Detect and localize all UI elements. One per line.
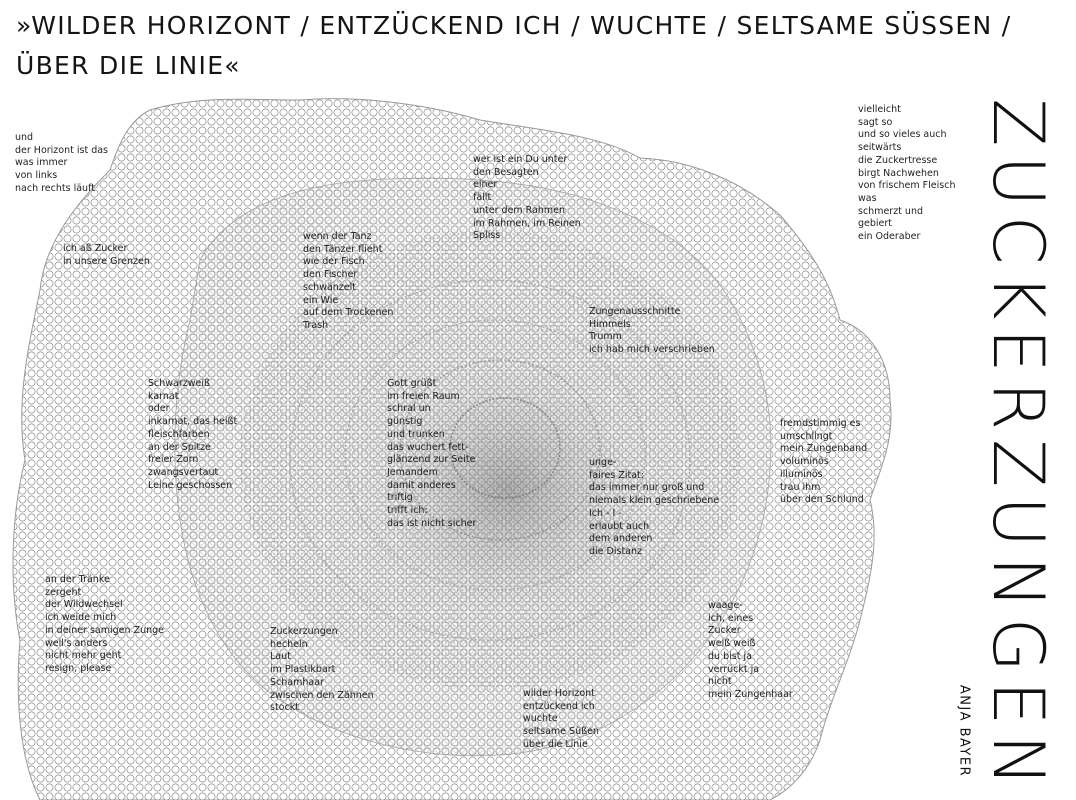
poem-line: mein Zungenhaar xyxy=(708,688,793,700)
poem-line: verrückt ja xyxy=(708,663,760,675)
poem-line: wuchte xyxy=(523,713,558,725)
poem-line: über die Linie xyxy=(523,738,588,750)
poem-du xyxy=(473,154,581,243)
poem-line: ich, eines xyxy=(708,612,754,624)
poem-line: der Wildwechsel xyxy=(45,599,123,611)
book-title xyxy=(968,98,1068,796)
author-name xyxy=(954,672,974,790)
poster-headline: »WILDER HORIZONT / ENTZÜCKEND ICH / WUCHTE / SELTSAME SÜSSEN / ÜBER DIE LINIE« xyxy=(16,11,1012,80)
poem-line: mein Zungenband xyxy=(780,443,868,455)
poem-line: trau ihm xyxy=(780,481,821,493)
poem-schwarzweiss xyxy=(148,378,237,492)
poem-line: damit anderes xyxy=(387,479,456,491)
poem-line: voluminös xyxy=(780,456,829,468)
poem-line: inkarnat, das heißt xyxy=(148,416,238,428)
poem-zitat xyxy=(589,457,719,559)
poem-line: günstig xyxy=(387,416,423,428)
author-name-text: ANJA BAYER xyxy=(956,684,972,778)
poem-zucker xyxy=(63,243,150,268)
poem-line: faires Zitat: xyxy=(589,469,644,481)
poem-line: wilder Horizont xyxy=(523,688,595,699)
poem-line: und trunken xyxy=(387,428,445,440)
poem-line: freier Zorn xyxy=(148,454,199,466)
poem-waage xyxy=(708,600,793,702)
poem-gott xyxy=(387,378,476,530)
poem-line: zergeht xyxy=(45,586,82,598)
poem-line: nicht mehr geht xyxy=(45,650,122,662)
poem-line: ich weide mich xyxy=(45,612,117,624)
book-title-text: ZUCKERZUNGEN xyxy=(977,98,1059,796)
poem-line: hecheln xyxy=(270,638,308,650)
poem-line: einer xyxy=(473,179,498,191)
poem-traenke xyxy=(45,574,164,676)
poem-line: Spliss xyxy=(473,230,501,242)
poem-line: nach rechts läuft xyxy=(15,182,95,194)
poem-line: Jemandem xyxy=(387,466,438,478)
poem-line: Himmels xyxy=(589,318,631,330)
poem-line: fällt xyxy=(473,192,492,204)
poem-line: entzückend ich xyxy=(523,700,595,712)
poem-line: das immer nur groß und xyxy=(589,482,705,494)
poem-line: Gott grüßt xyxy=(387,378,437,389)
poem-line: dem anderen xyxy=(589,533,653,545)
poem-line: zwangsvertaut xyxy=(148,466,219,478)
poem-line: Trumm xyxy=(589,331,622,343)
poem-line: oder xyxy=(148,403,170,415)
poem-line: unter dem Rahmen xyxy=(473,204,566,216)
poem-line: erlaubt auch xyxy=(589,520,650,532)
poem-line: und so vieles auch xyxy=(858,129,947,141)
poem-line: der Horizont ist das xyxy=(15,144,109,156)
poem-line: Zucker xyxy=(708,625,741,637)
poem-line: Schamhaar xyxy=(270,676,324,688)
poem-line: Trash xyxy=(303,319,329,331)
poem-line: in deiner samigen Zunge xyxy=(45,624,164,636)
poem-line: waage- xyxy=(708,600,743,611)
poem-line: an der Spitze xyxy=(148,441,211,453)
poem-line: im Plastikbart xyxy=(270,664,336,676)
poem-line: trifft ich: xyxy=(387,505,428,517)
poem-line: Leine geschossen xyxy=(148,479,233,491)
poem-line: Schwarzweiß xyxy=(148,378,210,389)
poem-line: von frischem Fleisch xyxy=(858,180,956,192)
poem-line: Ich - I - xyxy=(589,507,622,519)
poem-line: was xyxy=(858,192,877,204)
poem-line: im Rahmen, im Reinen xyxy=(473,217,581,229)
poem-line: ich aß Zucker xyxy=(63,243,128,254)
poem-line: schral un xyxy=(387,403,431,415)
poem-line: im freien Raum xyxy=(387,390,460,402)
poem-line: gebiert xyxy=(858,218,893,230)
poem-line: schwänzelt xyxy=(303,281,357,293)
poem-line: ein Wie xyxy=(303,294,339,306)
poem-line: Zungenausschnitte xyxy=(589,306,681,317)
poem-line: glänzend zur Seite xyxy=(387,454,476,466)
poem-line: stockt xyxy=(270,702,299,714)
poem-line: karnat xyxy=(148,390,179,402)
poem-line: das ist nicht sicher xyxy=(387,517,477,529)
poem-line: wie der Fisch xyxy=(303,256,365,268)
poem-line: sagt so xyxy=(858,116,893,128)
poem-line: schmerzt und xyxy=(858,205,924,217)
poem-line: fleischfarben xyxy=(148,428,210,440)
poem-line: niemals klein geschriebene xyxy=(589,495,720,507)
poem-line: über den Schlund xyxy=(780,494,864,506)
poem-line: triftig xyxy=(387,492,413,504)
poem-line: den Besagten xyxy=(473,166,539,178)
poem-line: die Distanz xyxy=(589,545,642,557)
poem-line: weiß weiß xyxy=(708,638,756,650)
poem-line: du bist ja xyxy=(708,650,752,662)
poem-line: ein Oderaber xyxy=(858,231,921,243)
poem-line: resign, please xyxy=(45,662,112,674)
poem-line: was immer xyxy=(15,157,68,169)
poem-line: von links xyxy=(15,170,58,182)
poem-line: den Tänzer flieht xyxy=(303,243,383,255)
poem-line: und xyxy=(15,132,34,143)
poem-line: nicht xyxy=(708,676,732,688)
poem-line: birgt Nachwehen xyxy=(858,167,939,179)
poem-line: ich hab mich verschrieben xyxy=(589,344,715,356)
poem-line: umschlingt xyxy=(780,430,833,442)
poem-line: unge- xyxy=(589,457,617,468)
poem-wilder xyxy=(523,688,599,752)
poem-line: das wuchert fett- xyxy=(387,441,469,453)
poem-line: den Fischer xyxy=(303,269,358,281)
poem-line: fremdstimmig es xyxy=(780,418,861,429)
poem-line: vielleicht xyxy=(858,104,901,115)
poem-line: seitwärts xyxy=(858,142,902,154)
poem-line: Laut xyxy=(270,651,291,663)
poem-fremdstimmig xyxy=(780,418,867,507)
poem-line: weil's anders xyxy=(45,637,108,649)
poem-line: die Zuckertresse xyxy=(858,154,938,166)
poem-line: wer ist ein Du unter xyxy=(473,154,568,165)
poem-zungenausschnitte xyxy=(589,306,715,357)
poem-horizont xyxy=(15,132,108,196)
poem-line: seltsame Süßen xyxy=(523,726,599,738)
poem-line: in unsere Grenzen xyxy=(63,255,150,267)
poem-line: auf dem Trockenen xyxy=(303,307,394,319)
poem-line: an der Tränke xyxy=(45,574,110,585)
poem-tanz xyxy=(303,231,393,333)
poem-line: illuminös xyxy=(780,468,823,480)
poem-zuckerzungen xyxy=(270,626,374,715)
poem-vielleicht xyxy=(858,104,955,244)
poem-line: wenn der Tanz xyxy=(303,231,372,242)
poem-line: Zuckerzungen xyxy=(270,626,338,637)
poem-line: zwischen den Zähnen xyxy=(270,689,374,701)
